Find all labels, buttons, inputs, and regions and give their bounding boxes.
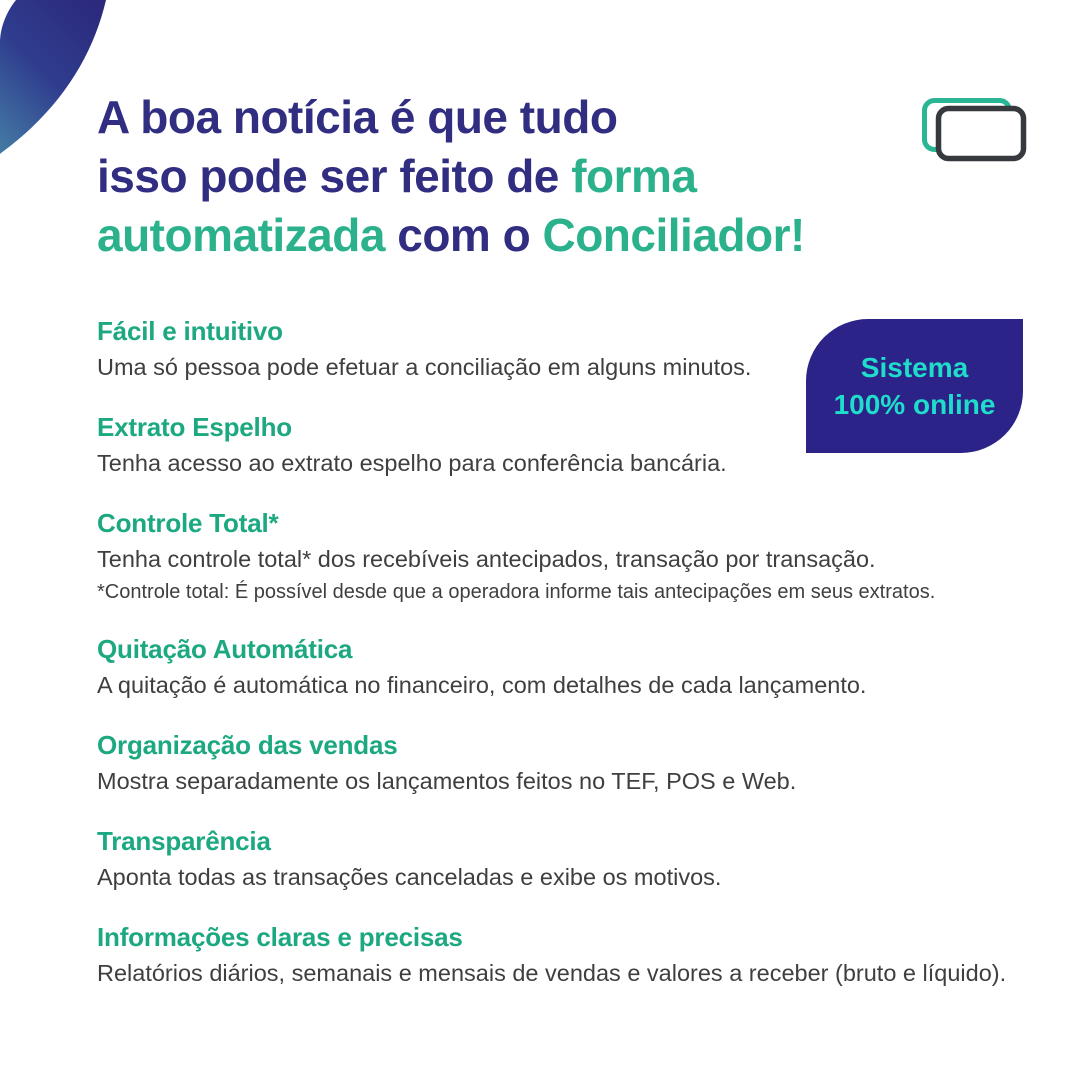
feature-item-informacoes-claras [97, 922, 1017, 988]
feature-title: Organização das vendas [97, 730, 398, 760]
feature-footnote: *Controle total: É possível desde que a operadora informe tais antecipações em seus extratos. [97, 581, 936, 603]
feature-list [97, 316, 1017, 1018]
badge-line-2: 100% online [833, 389, 996, 420]
feature-title: Quitação Automática [97, 634, 353, 664]
headline-text: com o [384, 209, 543, 261]
feature-item-organizacao-das-vendas [97, 730, 1017, 796]
corner-swoosh-shape [0, 0, 110, 155]
page-title [97, 88, 957, 265]
feature-title: Fácil e intuitivo [97, 316, 283, 346]
feature-description: Relatórios diários, semanais e mensais de vendas e valores a receber (bruto e líquido). [97, 960, 1007, 986]
badge-line-1: Sistema [860, 352, 969, 383]
feature-description: A quitação é automática no financeiro, com detalhes de cada lançamento. [97, 672, 867, 698]
feature-title: Extrato Espelho [97, 412, 292, 442]
headline-text: isso pode ser feito de [97, 150, 572, 202]
headline-text-highlight: forma [571, 150, 697, 202]
feature-title: Transparência [97, 826, 271, 856]
feature-item-transparencia [97, 826, 1017, 892]
feature-title: Informações claras e precisas [97, 922, 463, 952]
feature-item-extrato-espelho [97, 412, 1017, 478]
headline-line-2 [97, 147, 957, 206]
headline-line-1 [97, 88, 957, 147]
feature-description: Uma só pessoa pode efetuar a conciliação em alguns minutos. [97, 354, 752, 380]
feature-description: Tenha controle total* dos recebíveis antecipados, transação por transação. [97, 546, 876, 572]
feature-description: Aponta todas as transações canceladas e exibe os motivos. [97, 864, 722, 890]
headline-text-highlight: Conciliador! [542, 209, 805, 261]
headline-text: A boa notícia é que tudo [97, 91, 618, 143]
feature-item-quitacao-automatica [97, 634, 1017, 700]
feature-item-controle-total [97, 508, 1017, 604]
feature-description: Mostra separadamente os lançamentos feitos no TEF, POS e Web. [97, 768, 797, 794]
feature-item-facil-e-intuitivo [97, 316, 1017, 382]
headline-line-3 [97, 206, 957, 265]
headline-text-highlight: automatizada [97, 209, 385, 261]
feature-title: Controle Total* [97, 508, 279, 538]
feature-description: Tenha acesso ao extrato espelho para conferência bancária. [97, 450, 727, 476]
